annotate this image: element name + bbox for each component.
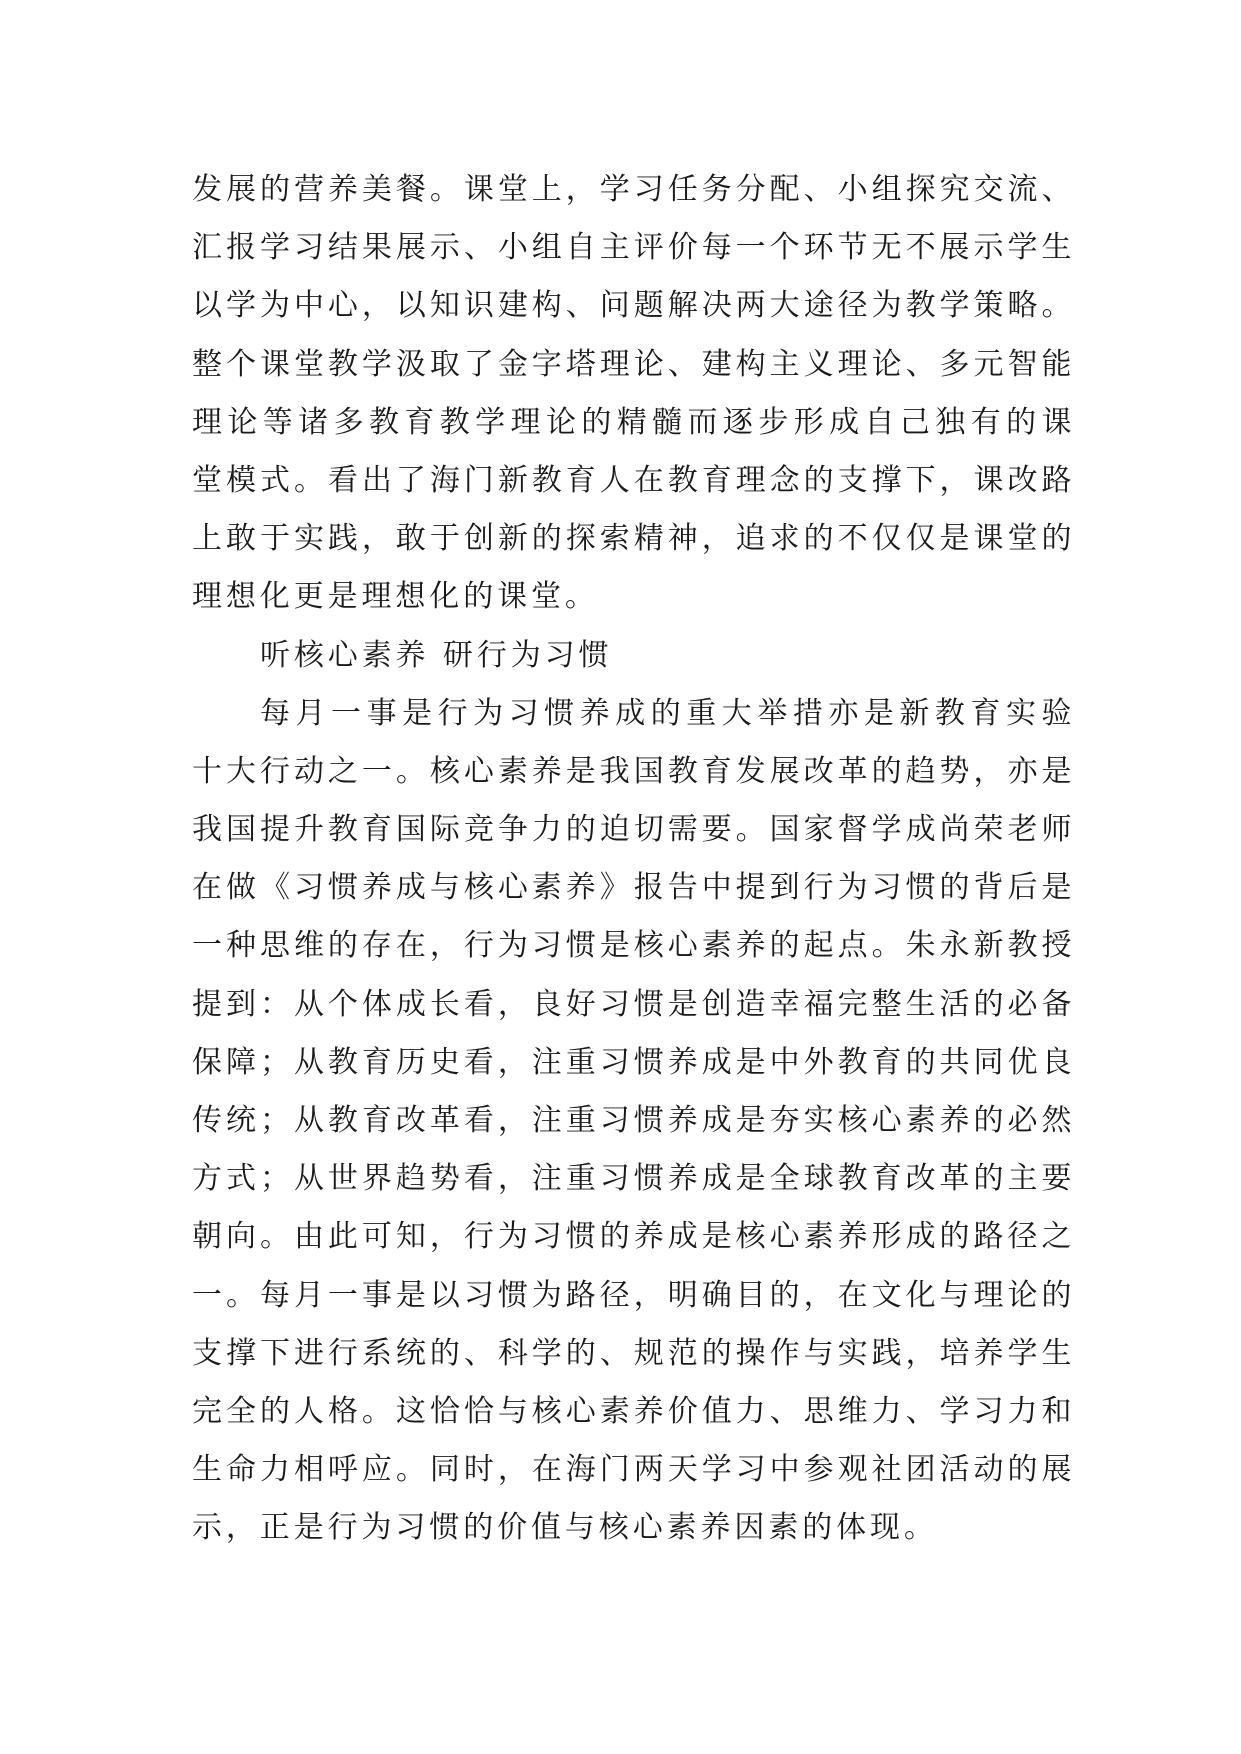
document-body	[192, 161, 1072, 1558]
section-heading: 听核心素养 研行为习惯	[260, 637, 613, 673]
text-line: 发展的营养美餐。课堂上，学习任务分配、小组探究交流、	[192, 172, 1072, 207]
text-line: 方式；从世界趋势看，注重习惯养成是全球教育改革的主要	[192, 1161, 1072, 1197]
text-line: 一种思维的存在，行为习惯是核心素养的起点。朱永新教授	[192, 928, 1072, 964]
text-line: 支撑下进行系统的、科学的、规范的操作与实践，培养学生	[192, 1335, 1072, 1371]
text-line: 上敢于实践，敢于创新的探索精神，追求的不仅仅是课堂的	[192, 521, 1072, 557]
text-line: 以学为中心，以知识建构、问题解决两大途径为教学策略。	[192, 288, 1072, 324]
text-line: 我国提升教育国际竞争力的迫切需要。国家督学成尚荣老师	[192, 812, 1072, 848]
text-line: 保障；从教育历史看，注重习惯养成是中外教育的共同优良	[192, 1044, 1072, 1080]
text-line: 每月一事是行为习惯养成的重大举措亦是新教育实验	[260, 695, 1072, 731]
text-line: 生命力相呼应。同时，在海门两天学习中参观社团活动的展	[192, 1452, 1072, 1488]
text-line: 理想化更是理想化的课堂。	[192, 579, 599, 615]
text-line: 汇报学习结果展示、小组自主评价每一个环节无不展示学生	[192, 230, 1072, 266]
text-line: 提到：从个体成长看，良好习惯是创造幸福完整生活的必备	[192, 986, 1072, 1022]
text-line: 十大行动之一。核心素养是我国教育发展改革的趋势，亦是	[192, 753, 1072, 789]
paragraph	[192, 161, 1072, 627]
text-line: 示，正是行为习惯的价值与核心素养因素的体现。	[192, 1510, 938, 1546]
text-line: 理论等诸多教育教学理论的精髓而逐步形成自己独有的课	[192, 404, 1072, 440]
text-line: 整个课堂教学汲取了金字塔理论、建构主义理论、多元智能	[192, 346, 1072, 382]
paragraph	[192, 685, 1072, 1558]
text-line: 朝向。由此可知，行为习惯的养成是核心素养形成的路径之	[192, 1219, 1072, 1255]
text-line: 在做《习惯养成与核心素养》报告中提到行为习惯的背后是	[192, 870, 1072, 906]
text-line: 传统；从教育改革看，注重习惯养成是夯实核心素养的必然	[192, 1103, 1072, 1138]
text-line: 一。每月一事是以习惯为路径，明确目的，在文化与理论的	[192, 1277, 1072, 1313]
text-line: 堂模式。看出了海门新教育人在教育理念的支撑下，课改路	[192, 462, 1072, 498]
text-line: 完全的人格。这恰恰与核心素养价值力、思维力、学习力和	[192, 1393, 1072, 1429]
